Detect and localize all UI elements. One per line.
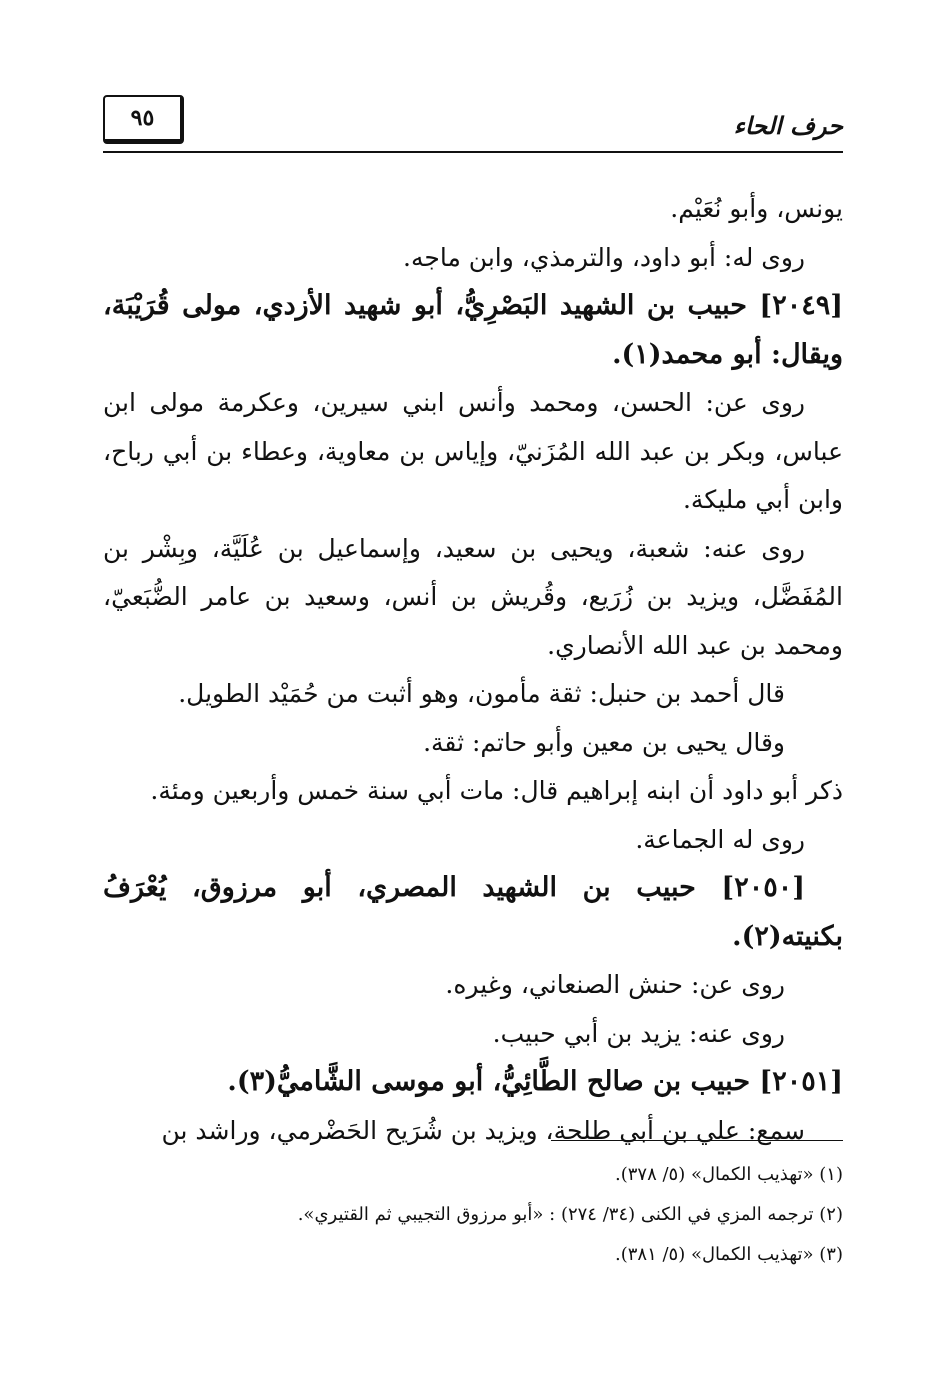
- text-line: ذكر أبو داود أن ابنه إبراهيم قال: مات أبي سنة خمس وأربعين ومئة.: [150, 776, 843, 805]
- text-line: يونس، وأبو نُعَيْم.: [670, 194, 843, 223]
- page-number-box: ٩٥: [103, 95, 184, 144]
- chapter-heading: حرف الحاء: [733, 111, 843, 140]
- text-line: روى له: أبو داود، والترمذي، وابن ماجه.: [403, 242, 805, 272]
- entry-heading-2051: [٢٠٥١] حبيب بن صالح الطَّائِيُّ، أبو موسى الشَّاميُّ(٣).: [227, 1066, 843, 1097]
- footnote-rule: [551, 1140, 843, 1141]
- footnotes: [103, 1155, 843, 1275]
- paragraph-narrators-to: روى عنه: شعبة، ويحيى بن سعيد، وإسماعيل بن عُلَيَّة، وبِشْر بن المُفَضَّل، ويزيد بن زُرَيع، وقُريش بن أنس، وسعيد بن عامر الضُّبَعيّ، ومحمد بن عبد الله الأنصاري.: [103, 533, 843, 660]
- paragraph-narrators-from: روى عن: الحسن، ومحمد وأنس ابني سيرين، وعكرمة مولى ابن عباس، وبكر بن عبد الله المُزَنيّ، وإياس بن معاوية، وعطاء بن أبي رباح، وابن أبي مليكة.: [103, 388, 843, 514]
- entry-heading-2049: [٢٠٤٩] حبيب بن الشهيد البَصْرِيُّ، أبو شهيد الأزدي، مولى قُرَيْبَة، ويقال: أبو محمد(١).: [103, 290, 843, 370]
- entry-heading-2050: [٢٠٥٠] حبيب بن الشهيد المصري، أبو مرزوق، يُعْرَفُ بكنيته(٢).: [103, 872, 843, 952]
- text-line: سمع: علي بن أبي طلحة، ويزيد بن شُرَيح الحَضْرمي، وراشد بن: [161, 1115, 805, 1145]
- footnote: (١) «تهذيب الكمال» (٥/ ٣٧٨).: [614, 1164, 843, 1185]
- text-line: روى له الجماعة.: [635, 824, 805, 854]
- footnote: (٣) «تهذيب الكمال» (٥/ ٣٨١).: [614, 1244, 843, 1265]
- main-text: [103, 185, 843, 1155]
- footnote: (٢) ترجمه المزي في الكنى (٣٤/ ٢٧٤) : «أبو مرزوق التجيبي ثم القتيري».: [297, 1204, 843, 1225]
- text-line: روى عن: حنش الصنعاني، وغيره.: [445, 970, 785, 999]
- text-line: قال أحمد بن حنبل: ثقة مأمون، وهو أثبت من حُمَيْد الطويل.: [178, 679, 785, 708]
- header-rule: [103, 151, 843, 153]
- text-line: روى عنه: يزيد بن أبي حبيب.: [492, 1018, 785, 1048]
- text-line: وقال يحيى بن معين وأبو حاتم: ثقة.: [423, 727, 785, 757]
